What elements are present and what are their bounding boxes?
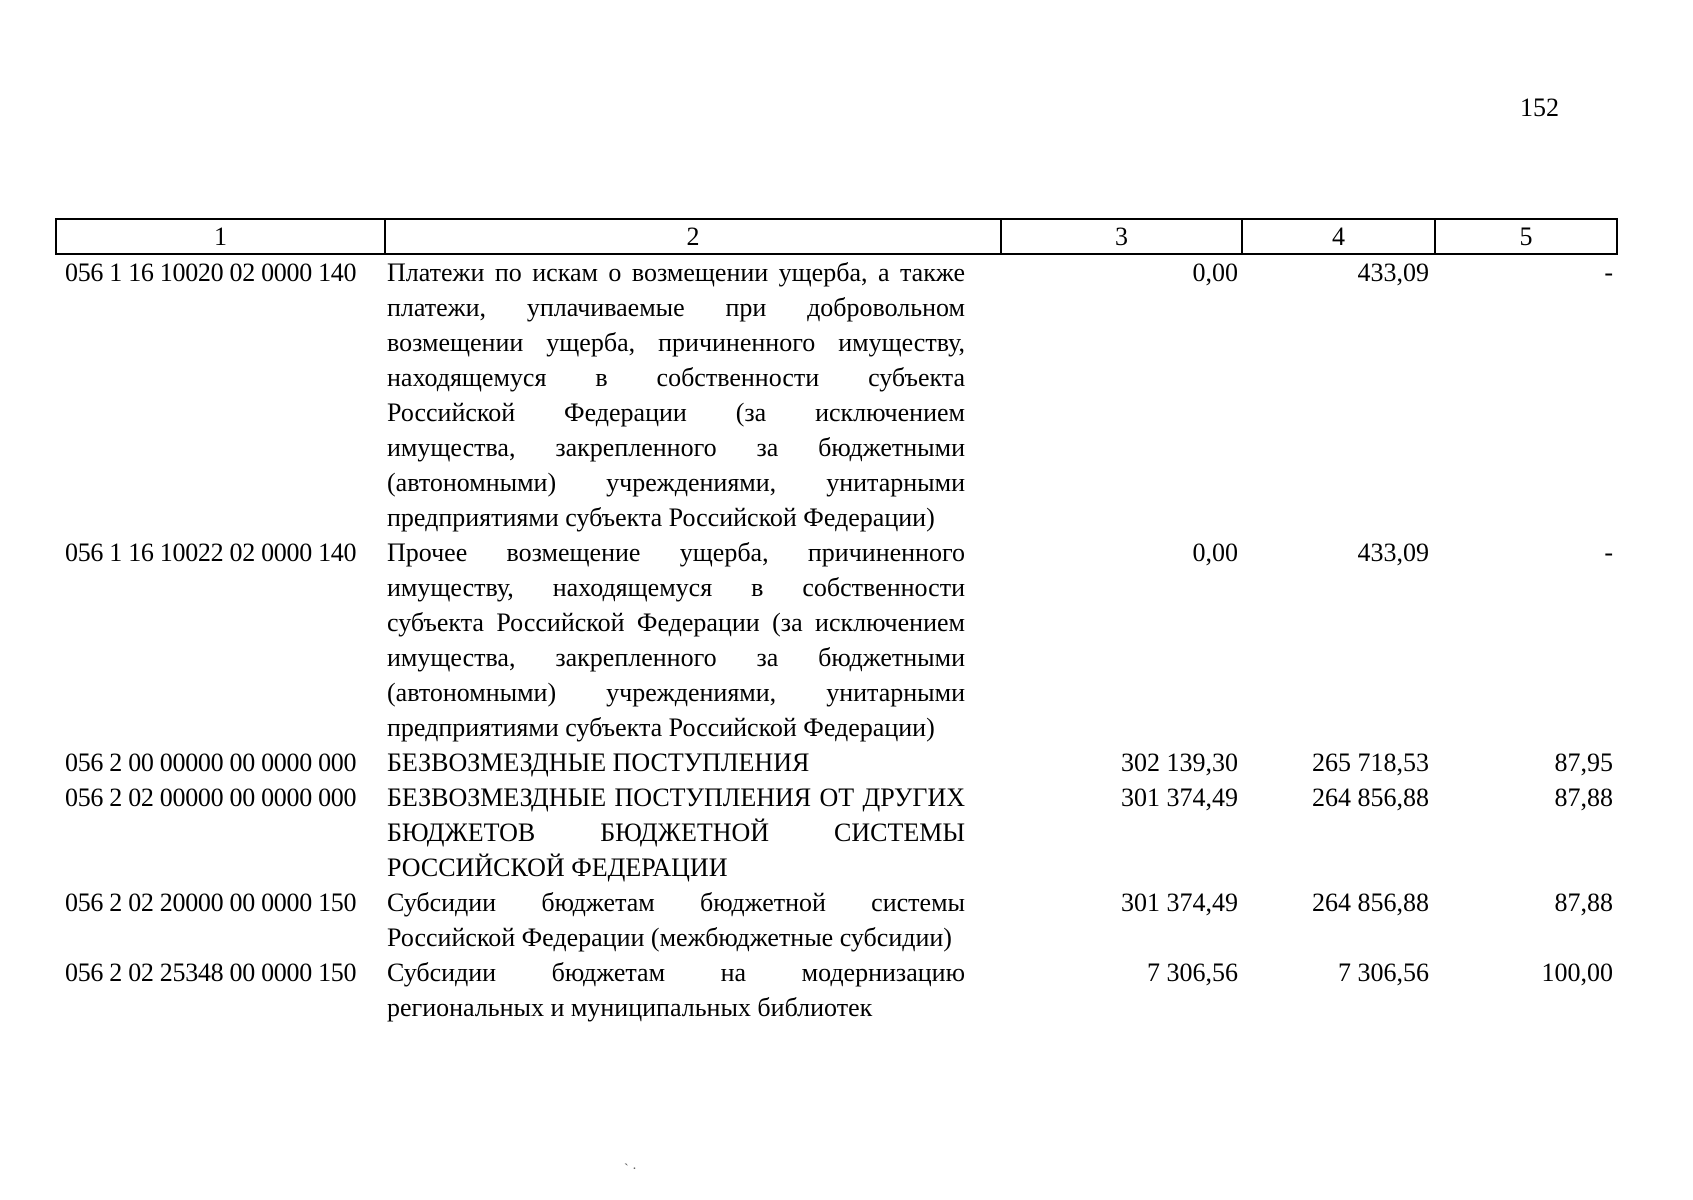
value-col4: 264 856,88	[1312, 783, 1429, 812]
budget-code: 056 1 16 10022 02 0000 140	[65, 538, 357, 567]
column-header-4: 4	[1242, 219, 1435, 254]
value-col4: 264 856,88	[1312, 888, 1429, 917]
row-description: БЕЗВОЗМЕЗДНЫЕ ПОСТУПЛЕНИЯ ОТ ДРУГИХ БЮДЖЕТОВ БЮДЖЕТНОЙ СИСТЕМЫ РОССИЙСКОЙ ФЕДЕРАЦИИ	[387, 783, 965, 882]
column-header-1: 1	[56, 219, 385, 254]
table-row	[56, 745, 1617, 780]
value-col3: 301 374,49	[1121, 888, 1238, 917]
value-col4: 7 306,56	[1338, 958, 1429, 987]
header-row	[56, 219, 1617, 254]
value-col5: -	[1604, 258, 1613, 287]
row-description: Субсидии бюджетам бюджетной системы Российской Федерации (межбюджетные субсидии)	[387, 888, 965, 952]
budget-code: 056 2 00 00000 00 0000 000	[65, 748, 357, 777]
value-col5: 87,88	[1554, 783, 1613, 812]
value-col3: 301 374,49	[1121, 783, 1238, 812]
budget-code: 056 2 02 25348 00 0000 150	[65, 958, 357, 987]
value-col5: 87,88	[1554, 888, 1613, 917]
row-description: БЕЗВОЗМЕЗДНЫЕ ПОСТУПЛЕНИЯ	[387, 748, 810, 777]
table-row	[56, 955, 1617, 1025]
value-col4: 265 718,53	[1312, 748, 1429, 777]
table-row	[56, 254, 1617, 535]
column-header-3: 3	[1001, 219, 1242, 254]
scan-artifact-mark: ` ·	[624, 1162, 637, 1177]
value-col5: -	[1604, 538, 1613, 567]
budget-code: 056 1 16 10020 02 0000 140	[65, 258, 357, 287]
value-col4: 433,09	[1357, 538, 1429, 567]
row-description: Платежи по искам о возмещении ущерба, а также платежи, уплачиваемые при добровольном возмещении ущерба, причиненного имуществу, находящемуся в собственности субъекта Российской Федерации (за исключением имущества, закрепленного за бюджетными (автономными) учреждениями, унитарными предприятиями субъекта Российской Федерации)	[387, 258, 965, 532]
page-number: 152	[1520, 93, 1559, 122]
table-row	[56, 535, 1617, 745]
column-header-2: 2	[385, 219, 1001, 254]
value-col5: 100,00	[1541, 958, 1613, 987]
budget-code: 056 2 02 00000 00 0000 000	[65, 783, 357, 812]
value-col3: 0,00	[1192, 538, 1238, 567]
row-description: Субсидии бюджетам на модернизацию региональных и муниципальных библиотек	[387, 958, 965, 1022]
table-row	[56, 885, 1617, 955]
budget-table	[55, 218, 1618, 1025]
value-col3: 7 306,56	[1147, 958, 1238, 987]
value-col3: 302 139,30	[1121, 748, 1238, 777]
column-header-5: 5	[1435, 219, 1617, 254]
table-header	[56, 219, 1617, 254]
table-body	[56, 254, 1617, 1025]
table-row	[56, 780, 1617, 885]
value-col3: 0,00	[1192, 258, 1238, 287]
row-description: Прочее возмещение ущерба, причиненного имуществу, находящемуся в собственности субъекта Российской Федерации (за исключением имущества, закрепленного за бюджетными (автономными) учреждениями, унитарными предприятиями субъекта Российской Федерации)	[387, 538, 965, 742]
budget-code: 056 2 02 20000 00 0000 150	[65, 888, 357, 917]
value-col4: 433,09	[1357, 258, 1429, 287]
value-col5: 87,95	[1554, 748, 1613, 777]
